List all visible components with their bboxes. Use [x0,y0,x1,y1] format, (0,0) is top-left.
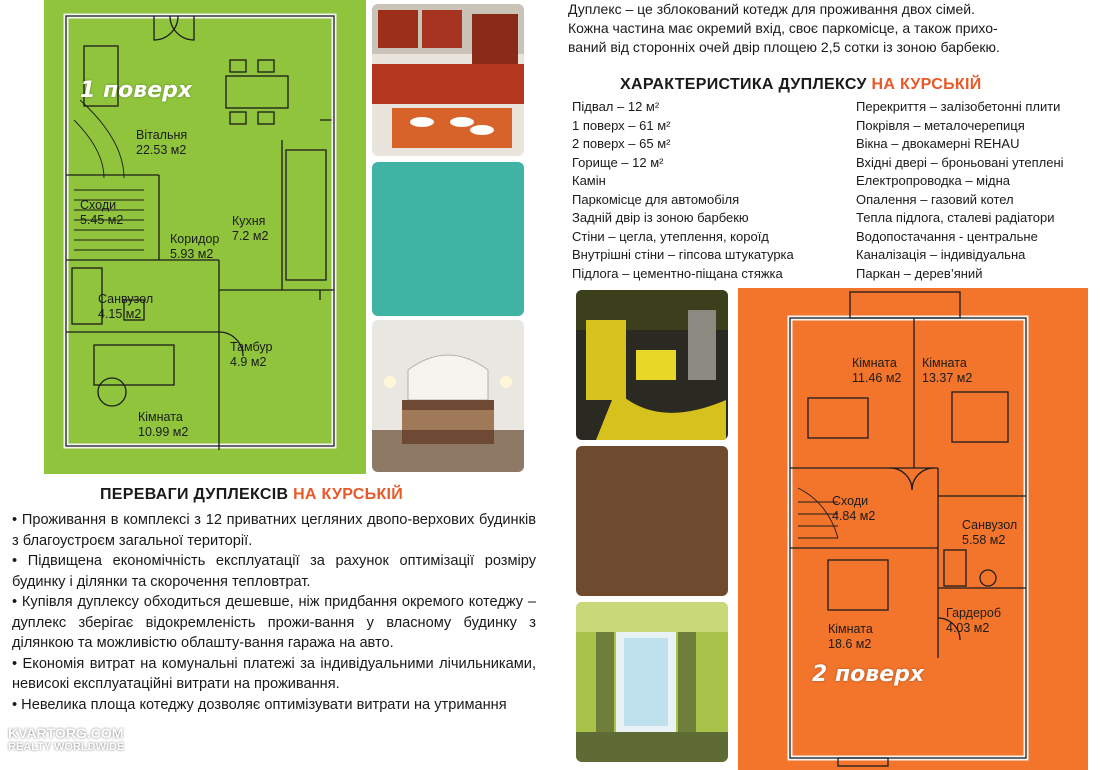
advantages-title-accent: НА КУРСЬКІЙ [293,486,404,503]
spec-item: Перекриття – залізобетонні плити [856,99,1061,114]
room-bedroom-1 [852,356,901,386]
kitchen-photo [372,4,524,156]
teal-swatch [372,162,524,316]
room-area: 4.15 м2 [98,307,142,321]
specs-left [572,98,794,283]
room-name: Коридор [170,232,220,246]
intro-text [568,0,1088,57]
watermark [8,726,124,754]
room-area: 5.45 м2 [80,213,124,227]
room-name: Гардероб [946,606,1001,620]
specs-title-main: ХАРАКТЕРИСТИКА ДУПЛЕКСУ [620,76,867,93]
kitchen-photo-image [372,4,524,156]
spec-item: Камін [572,173,606,188]
specs-title [620,76,982,94]
yellow-kitchen-photo-image [576,290,728,440]
advantage-item: • Підвищена економічність експлуатації за рахунок оптимізації розміру будинку і ділянки та скорочення тепловтрат. [12,553,536,590]
spec-item: Підлога – цементно-піщана стяжка [572,265,783,281]
room-bathroom [98,292,153,322]
green-bedroom-photo-image [576,602,728,762]
room-area: 7.2 м2 [232,229,269,243]
spec-item: Електропроводка – мідна [856,173,1011,188]
room-area: 10.99 м2 [138,425,189,439]
bedroom-photo-image [372,320,524,472]
room-name: Кімната [828,622,873,636]
spec-item: Стіни – цегла, утеплення, короїд [572,228,769,244]
room-area: 4.84 м2 [832,509,876,523]
advantage-item: • Купівля дуплексу обходиться дешевше, ніж придбання окремого котеджу – дуплекс зберігає відокремленість прожи-вання у власному будинку з ділянкою та можливістю облашту-вання гаража на авто. [12,594,536,651]
watermark-line2: REALTY WORLDWIDE [8,741,125,753]
room-name: Кімната [852,356,897,370]
room-name: Сходи [832,494,869,508]
spec-item: Вхідні двері – броньовані утеплені [856,154,1064,170]
brown-swatch [576,446,728,596]
room-area: 4.03 м2 [946,621,990,635]
floor-plan-2-drawing [738,288,1088,770]
spec-item: Паркомісце для автомобіля [572,191,740,207]
spec-item: 1 поверх – 61 м² [572,117,671,133]
spec-item: Водопостачання - центральне [856,228,1038,244]
room-corridor [170,232,219,262]
floor-1-label: 1 поверх [80,78,193,103]
room-name: Кімната [138,410,183,424]
room-bedroom [138,410,188,440]
room-name: Кухня [232,214,266,228]
green-bedroom-photo [576,602,728,762]
room-kitchen [232,214,268,244]
room-area: 5.58 м2 [962,533,1006,547]
advantages-title [100,486,403,504]
room-bathroom [962,518,1017,548]
room-bedroom-3 [828,622,873,652]
bedroom-photo [372,320,524,472]
spec-item: Горище – 12 м² [572,154,664,170]
spec-item: Каналізація – індивідуальна [856,247,1026,262]
advantages-title-main: ПЕРЕВАГИ ДУПЛЕКСІВ [100,486,289,503]
room-name: Тамбур [230,340,273,354]
floor-plan-2 [738,288,1088,770]
floor-2-label: 2 поверх [812,662,925,687]
watermark-line1: KVARTORG.COM [8,725,124,741]
yellow-kitchen-photo [576,290,728,440]
room-stairs [80,198,123,228]
room-name: Санвузол [962,518,1018,532]
specs-title-accent: НА КУРСЬКІЙ [871,76,982,93]
spec-item: Тепла підлога, сталеві радіатори [856,210,1055,225]
intro-line: Дуплекс – це зблокований котедж для проживання двох сімей. [568,1,975,17]
spec-item: Підвал – 12 м² [572,99,660,114]
room-area: 13.37 м2 [922,371,973,385]
spec-item: Опалення – газовий котел [856,191,1014,207]
spec-item: Паркан – дерев’яний [856,265,983,281]
spec-item: Внутрішні стіни – гіпсова штукатурка [572,247,794,262]
room-living [136,128,187,158]
room-stairs [832,494,875,524]
advantages-list [12,510,536,715]
room-name: Кімната [922,356,967,370]
spec-item: Покрівля – металочерепиця [856,117,1025,133]
advantage-item: • Проживання в комплексі з 12 приватних цегляних двопо-верхових будинків з благоустроєм загальної території. [12,512,536,549]
advantage-item: • Невелика площа котеджу дозволяє оптимізувати витрати на утримання [12,696,507,713]
room-name: Санвузол [98,292,154,306]
specs-right [856,98,1064,283]
spec-item: Вікна – двокамерні REHAU [856,136,1020,151]
room-name: Сходи [80,198,117,212]
room-vestibule [230,340,272,370]
room-area: 18.6 м2 [828,637,872,651]
spec-item: Задній двір із зоною барбекю [572,210,749,225]
room-area: 5.93 м2 [170,247,214,261]
room-bedroom-2 [922,356,972,386]
room-area: 11.46 м2 [852,371,902,385]
floor-plan-1 [44,0,366,474]
room-area: 22.53 м2 [136,143,187,157]
intro-line: ваний від сторонніх очей двір площею 2,5 сотки із зоною барбекю. [568,39,1000,55]
advantage-item: • Економія витрат на комунальні платежі за індивідуальними лічильниками, невисокі експлуатаційні витрати на проживання. [12,655,536,692]
room-area: 4.9 м2 [230,355,267,369]
room-wardrobe [946,606,1001,636]
room-name: Вітальня [136,128,188,142]
spec-item: 2 поверх – 65 м² [572,136,671,151]
intro-line: Кожна частина має окремий вхід, своє паркомісце, а також прихо- [568,20,998,36]
